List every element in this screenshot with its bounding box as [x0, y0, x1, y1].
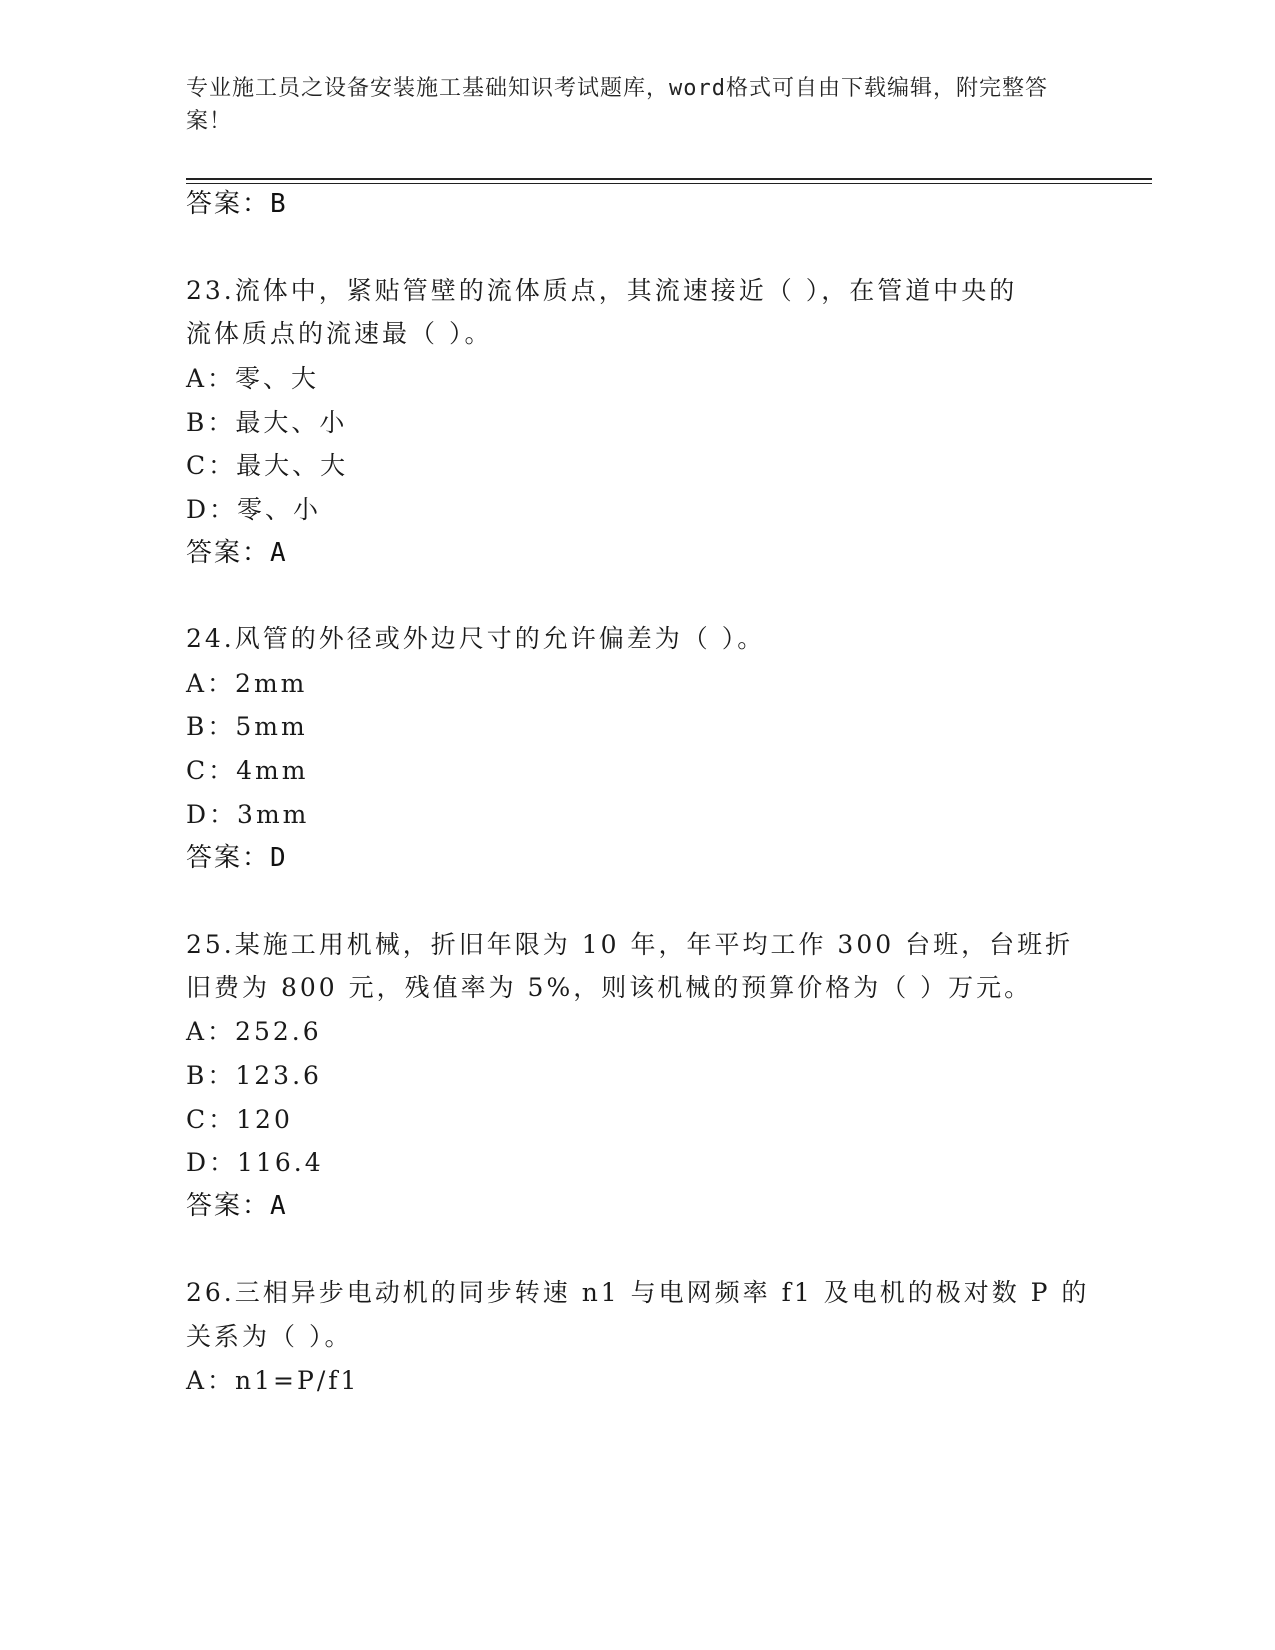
- question-23-line-1: 23.流体中，紧贴管壁的流体质点，其流速接近（ ），在管道中央的: [186, 276, 1018, 305]
- question-23-line-2: 流体质点的流速最（ ）。: [186, 319, 493, 348]
- question-25-line-2: 旧费为 800 元，残值率为 5%，则该机械的预算价格为（ ）万元。: [186, 973, 1033, 1002]
- question-26-option-a: A：n1=P/f1: [186, 1366, 360, 1395]
- question-25-option-b: B：123.6: [186, 1061, 322, 1090]
- question-25-option-d: D：116.4: [186, 1148, 324, 1177]
- answer-line: 答案：B: [186, 189, 288, 219]
- question-23-option-d: D：零、小: [186, 495, 322, 524]
- question-24-option-d: D：3mm: [186, 800, 310, 829]
- question-23-option-b: B：最大、小: [186, 408, 348, 437]
- question-26-line-1: 26.三相异步电动机的同步转速 n1 与电网频率 f1 及电机的极对数 P 的: [186, 1278, 1090, 1307]
- header-divider-thick: [186, 178, 1152, 180]
- question-23-answer: 答案：A: [186, 538, 288, 568]
- question-24-answer: 答案：D: [186, 843, 288, 873]
- question-25-option-a: A：252.6: [186, 1017, 322, 1046]
- question-24-option-c: C：4mm: [186, 756, 309, 785]
- question-25-line-1: 25.某施工用机械，折旧年限为 10 年，年平均工作 300 台班，台班折: [186, 930, 1074, 959]
- question-23-option-a: A：零、大: [186, 364, 320, 393]
- question-24-option-a: A：2mm: [186, 669, 308, 698]
- question-24-line-1: 24.风管的外径或外边尺寸的允许偏差为（ ）。: [186, 624, 766, 653]
- question-24-option-b: B：5mm: [186, 712, 308, 741]
- question-25-option-c: C：120: [186, 1105, 293, 1134]
- document-header: 专业施工员之设备安装施工基础知识考试题库，word格式可自由下载编辑，附完整答案！: [186, 76, 1048, 134]
- question-26-line-2: 关系为（ ）。: [186, 1322, 353, 1351]
- question-25-answer: 答案：A: [186, 1191, 288, 1221]
- question-23-option-c: C：最大、大: [186, 451, 349, 480]
- header-divider-thin: [186, 183, 1152, 184]
